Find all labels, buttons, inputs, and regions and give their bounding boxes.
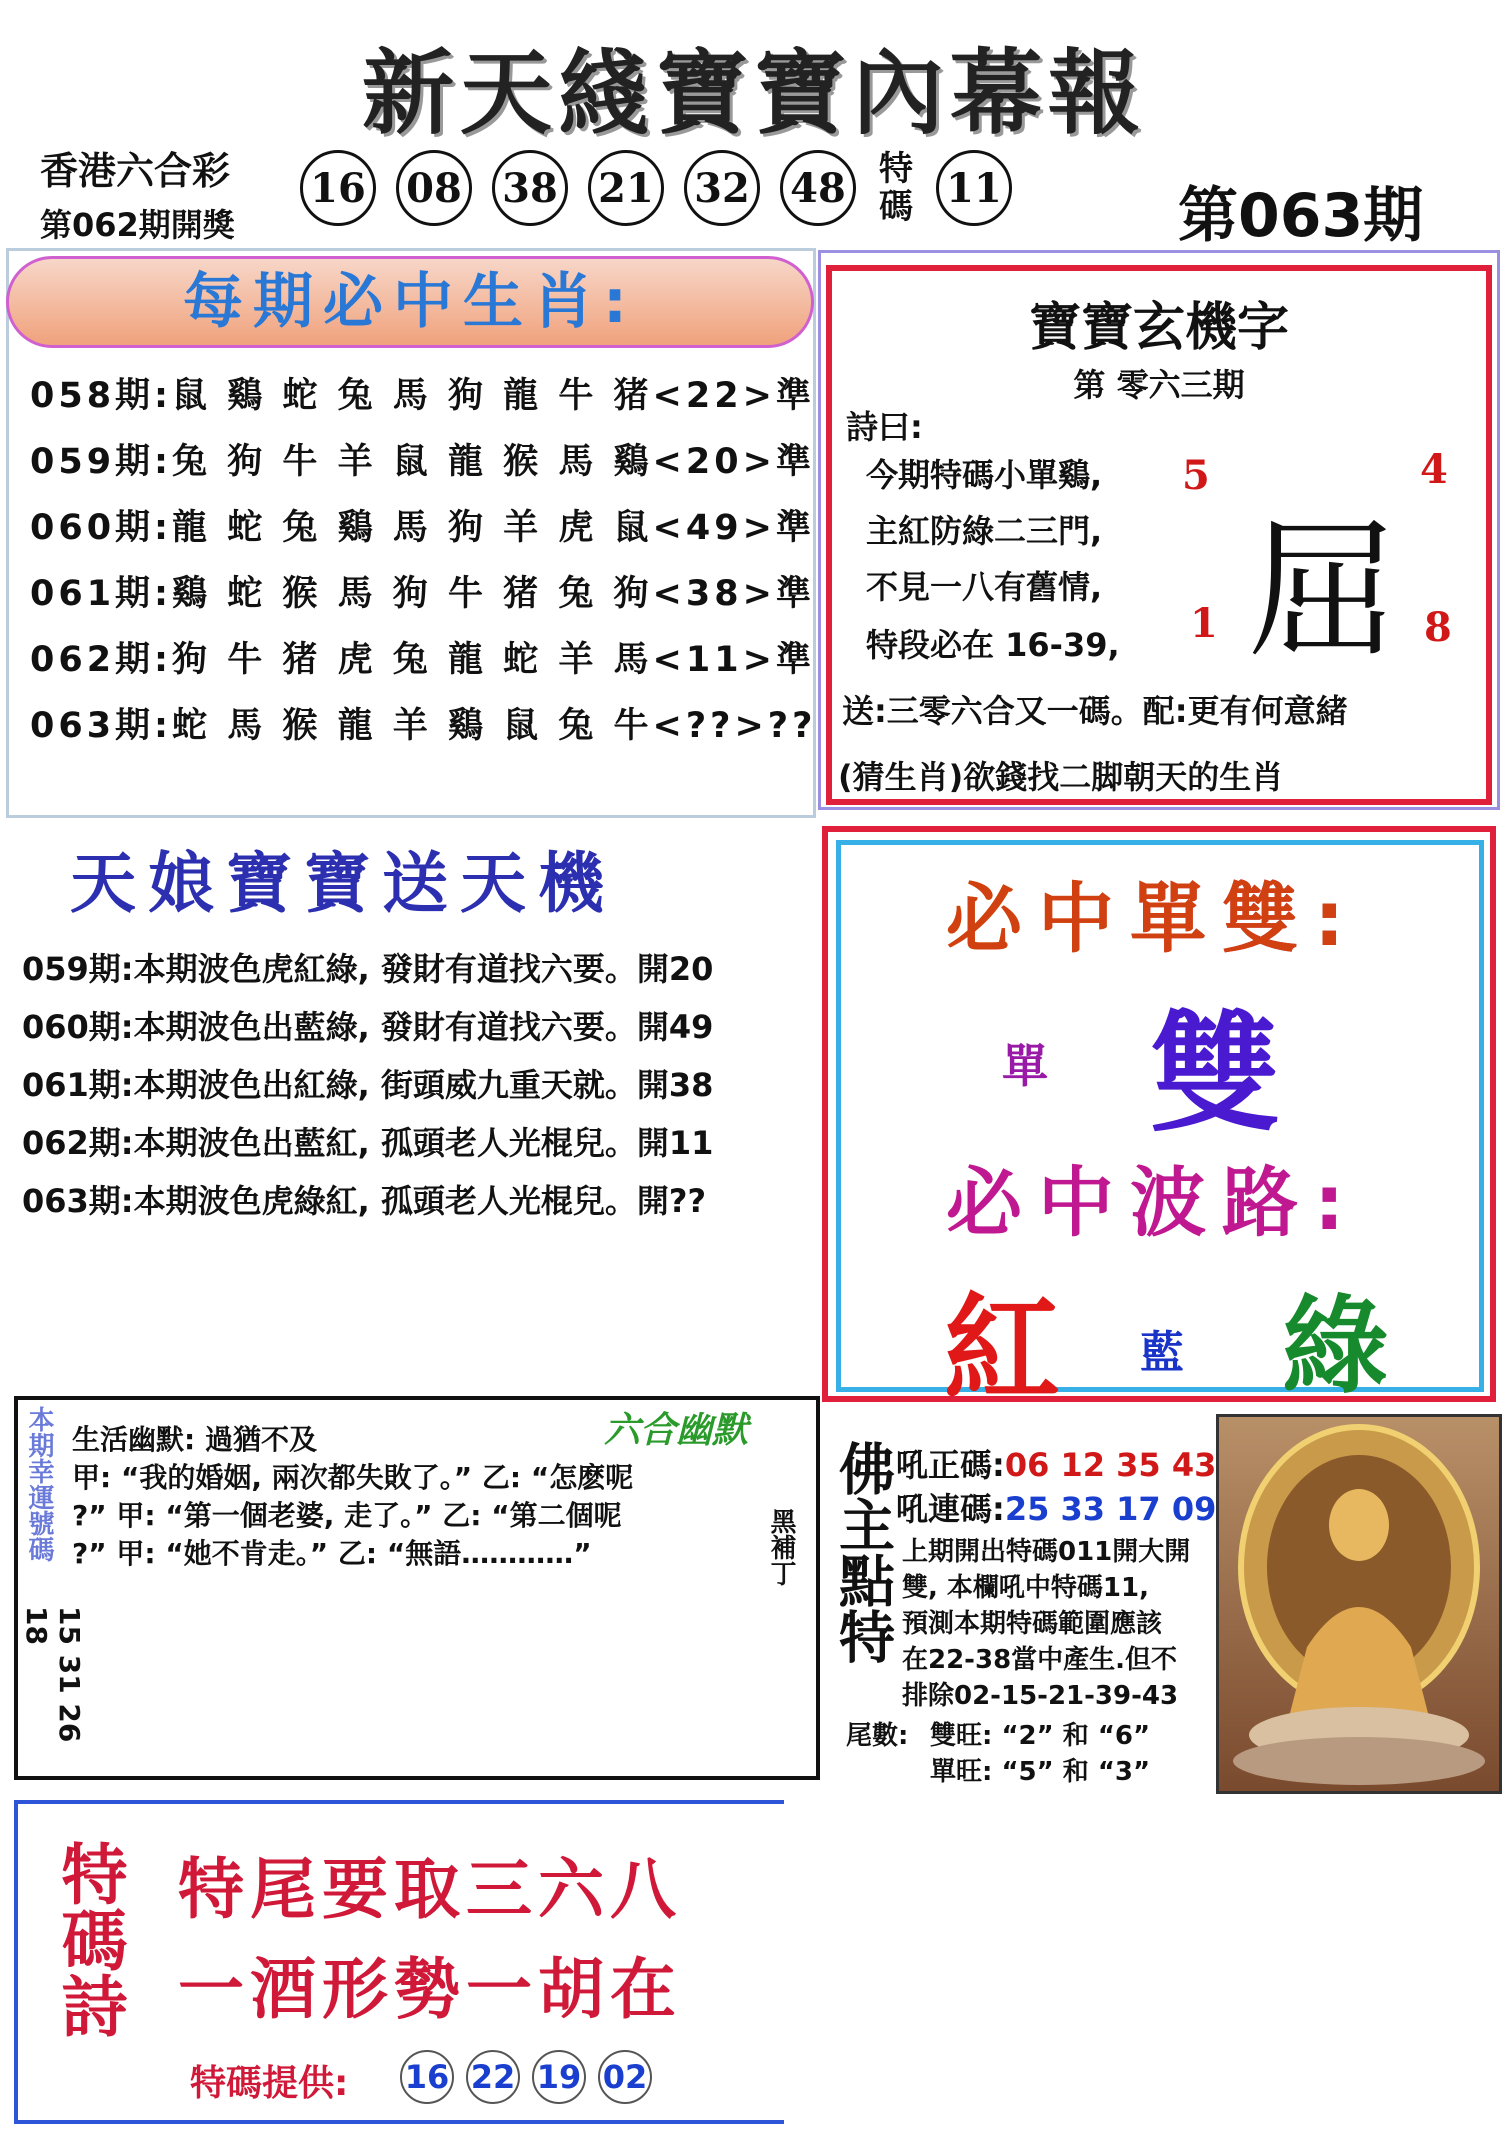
lucky-numbers: 15 31 26 18 bbox=[20, 1606, 86, 1743]
lucky-label: 本期幸運號碼 bbox=[24, 1406, 54, 1562]
blue-label: 藍 bbox=[1140, 1327, 1184, 1378]
provide-balls bbox=[400, 2050, 652, 2104]
special-label: 特碼 bbox=[879, 149, 913, 227]
poem-line: 主紅防綠二三門, bbox=[866, 512, 1103, 550]
tianji-row: 063期:本期波色虎綠紅, 孤頭老人光棍兒。開?? bbox=[22, 1182, 707, 1220]
tianji-heading: 天娘寶寶送天機 bbox=[70, 845, 616, 922]
humor-line: ?” 甲: “她不肯走。” 乙: “無語…………” bbox=[72, 1537, 592, 1570]
provide-ball: 16 bbox=[400, 2050, 454, 2104]
humor-line: ?” 甲: “第一個老婆, 走了。” 乙: “第二個呢 bbox=[72, 1499, 622, 1532]
buddha-illustration bbox=[1219, 1417, 1499, 1791]
secret-num: 8 bbox=[1424, 604, 1452, 651]
tail-even: 雙旺: “2” 和 “6” bbox=[930, 1721, 1151, 1751]
poem-line: 特尾要取三六八 bbox=[178, 1851, 682, 1928]
secret-gift: 送:三零六合又一碼。配:更有何意緒 bbox=[842, 692, 1348, 730]
draw-label: 第062期開獎 bbox=[40, 206, 235, 244]
zodiac-row: 059期:兔 狗 牛 羊 鼠 龍 猴 馬 鷄<20>準 bbox=[30, 442, 815, 482]
zodiac-heading: 每期必中生肖: bbox=[6, 256, 814, 348]
zheng-numbers: 06 12 35 43 bbox=[1004, 1446, 1217, 1484]
humor-brand: 六合幽默 bbox=[604, 1410, 749, 1451]
buddha-text: 預測本期特碼範圍應該 bbox=[902, 1609, 1163, 1639]
zodiac-row: 063期:蛇 馬 猴 龍 羊 鷄 鼠 兔 牛<??>?? bbox=[30, 706, 817, 746]
humor-title: 生活幽默: 過猶不及 bbox=[72, 1423, 317, 1456]
buddha-text: 排除02-15-21-39-43 bbox=[902, 1681, 1179, 1711]
odd-label: 單 bbox=[1002, 1039, 1048, 1093]
zodiac-row: 058期:鼠 鷄 蛇 兔 馬 狗 龍 牛 猪<22>準 bbox=[30, 376, 815, 416]
result-ball: 21 bbox=[588, 150, 664, 226]
tianji-row: 061期:本期波色出紅綠, 街頭威九重天就。開38 bbox=[22, 1066, 714, 1104]
wave-heading: 必中波路: bbox=[946, 1158, 1361, 1247]
result-ball: 16 bbox=[300, 150, 376, 226]
lian-numbers: 25 33 17 09 bbox=[1004, 1490, 1217, 1528]
issue-number: 第063期 bbox=[1178, 181, 1424, 251]
secret-num: 1 bbox=[1190, 600, 1218, 647]
buddha-side-title: 佛主點特 bbox=[830, 1440, 895, 1664]
buddha-text: 在22-38當中產生.但不 bbox=[902, 1645, 1178, 1675]
tianji-row: 060期:本期波色出藍綠, 發財有道找六要。開49 bbox=[22, 1008, 714, 1046]
poem-line: 不見一八有舊情, bbox=[866, 568, 1103, 606]
even-label: 雙 bbox=[1150, 997, 1281, 1150]
tail-odd: 單旺: “5” 和 “3” bbox=[930, 1757, 1151, 1787]
poem-label: 特碼詩 bbox=[50, 1840, 127, 2038]
provide-label: 特碼提供: bbox=[190, 2063, 349, 2104]
tianji-row: 062期:本期波色出藍紅, 孤頭老人光棍兒。開11 bbox=[22, 1124, 714, 1162]
poem-line: 特段必在 16-39, bbox=[866, 626, 1120, 664]
red-label: 紅 bbox=[944, 1282, 1060, 1417]
secret-title: 寶寶玄機字 bbox=[1028, 298, 1289, 358]
poem-label: 詩曰: bbox=[846, 408, 923, 446]
humor-signature: 黑補丁 bbox=[766, 1508, 796, 1586]
provide-ball: 19 bbox=[532, 2050, 586, 2104]
buddha-image bbox=[1216, 1414, 1502, 1794]
result-balls bbox=[300, 150, 1012, 226]
green-label: 綠 bbox=[1282, 1285, 1388, 1408]
zheng-label: 吼正碼: bbox=[896, 1446, 1005, 1484]
special-ball: 11 bbox=[936, 150, 1012, 226]
buddha-text: 上期開出特碼011開大開 bbox=[902, 1537, 1191, 1567]
tail-label: 尾數: bbox=[846, 1721, 909, 1751]
result-ball: 38 bbox=[492, 150, 568, 226]
page-title: 新天綫寶寶內幕報 bbox=[361, 40, 1146, 147]
result-ball: 32 bbox=[684, 150, 760, 226]
tianji-row: 059期:本期波色虎紅綠, 發財有道找六要。開20 bbox=[22, 950, 714, 988]
humor-line: 甲: “我的婚姻, 兩次都失敗了。” 乙: “怎麽呢 bbox=[72, 1461, 634, 1494]
zodiac-row: 060期:龍 蛇 兔 鷄 馬 狗 羊 虎 鼠<49>準 bbox=[30, 508, 815, 548]
lian-label: 吼連碼: bbox=[896, 1490, 1005, 1528]
secret-big-char: 屈 bbox=[1248, 505, 1399, 679]
poem-line: 今期特碼小單鷄, bbox=[866, 456, 1103, 494]
secret-subtitle: 第 零六三期 bbox=[1073, 366, 1245, 404]
secret-num: 5 bbox=[1182, 452, 1210, 499]
secret-num: 4 bbox=[1420, 446, 1448, 493]
oddeven-heading: 必中單雙: bbox=[946, 858, 1360, 967]
result-ball: 48 bbox=[780, 150, 856, 226]
buddha-text: 雙, 本欄吼中特碼11, bbox=[902, 1573, 1149, 1603]
result-ball: 08 bbox=[396, 150, 472, 226]
zodiac-row: 061期:鷄 蛇 猴 馬 狗 牛 猪 兔 狗<38>準 bbox=[30, 574, 815, 614]
zodiac-row: 062期:狗 牛 猪 虎 兔 龍 蛇 羊 馬<11>準 bbox=[30, 640, 815, 680]
poem-line: 一酒形勢一胡在 bbox=[178, 1951, 682, 2028]
secret-riddle: (猜生肖)欲錢找二脚朝天的生肖 bbox=[838, 758, 1284, 796]
provide-ball: 22 bbox=[466, 2050, 520, 2104]
lottery-name: 香港六合彩 bbox=[40, 149, 231, 193]
provide-ball: 02 bbox=[598, 2050, 652, 2104]
